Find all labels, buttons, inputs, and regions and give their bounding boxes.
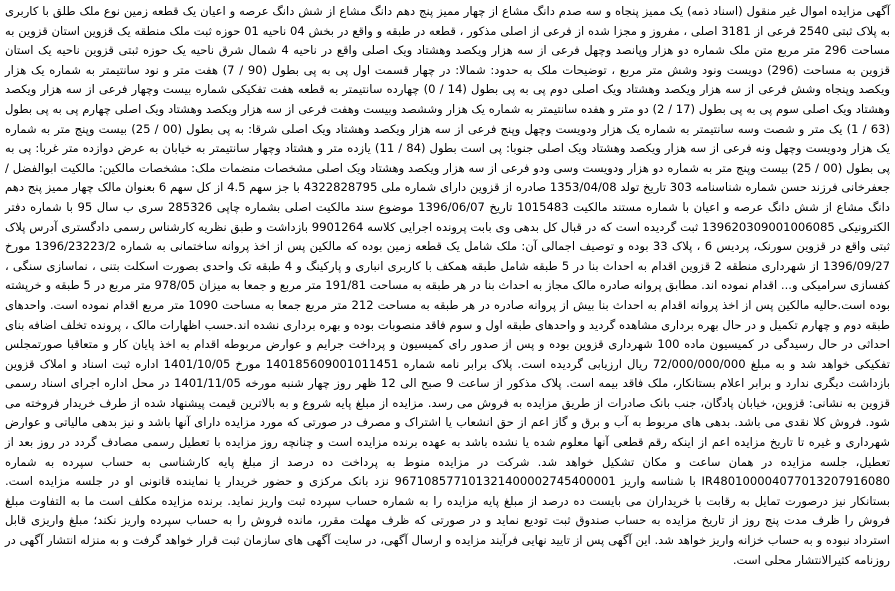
auction-notice-text: آگهی مزایده اموال غیر منقول (اسناد ذمه) یک ممیز پنجاه و سه صدم دانگ مشاع از چهار ممیز پنج دهم دانگ مشاع از شش دانگ عرصه و اعیان یک قطعه زمین نوع ملک طلق با کاربری به پلاک ثبتی 2540 فرعی از 3181 اصلی ، مفروز و مجزا شده از فرعی از اصلی مذکور ، قطعه در طبقه و واقع در بخش 04 ناحیه 01 حوزه ثبت ملک منطقه یک قزوین استان قزوین به مساحت 296 متر مربع متن ملک شماره دو هزار وپانصد وچهل فرعی از سه هزار ویکصد وهشتاد ویک اصلی واقع در ناحیه 4 شمال شرق ناحیه یک حوزه ثبتی قزوین ناحیه یک استان قزوین به مساحت (296) دویست ونود وشش متر مربع ، توضیحات ملک به حدود: شمالا: در چهار قسمت اول پی به پی بطول (90 / 7) هفت متر و نود سانتیمتر به شماره یک هزار ویکصد وپنجاه وشش فرعی از سه هزار ویکصد وهشتاد ویک اصلی دوم پی به پی بطول (14 / 0) چهارده سانتیمتر به قطعه هفت تفکیکی شماره بیست وچهار فرعی از سه هزار ویکصد وهشتاد ویک اصلی سوم پی به پی بطول (17 / 2) دو متر و هفده سانتیمتر به شماره یک هزار وششصد وبیست وهفت فرعی از سه هزار ویکصد وهشتاد ویک اصلی چهارم پی به پی بطول (63 / 1) یک متر و شصت وسه سانتیمتر به شماره یک هزار ودویست وچهل وپنج فرعی از سه هزار ویکصد وهشتاد ویک اصلی شرقا: به پی بطول (00 / 25) بیست وپنج متر به شماره یک هزار ودویست وچهل ونه فرعی از سه هزار ویکصد وهشتاد ویک اصلی جنوبا: پی است بطول (84 / 11) یازده متر و هشتاد وچهار سانتیمتر به خیابان به عرض دوازده متر غربا: پی به پی بطول (00 / 25) بیست وپنج متر به شماره دو هزار ودویست وسی ودو فرعی از سه هزار ویکصد وهشتاد ویک اصلی مشخصات منضمات ملک: مشخصات مالکین: مالکیت ابوالفضل / جعفرخانی فرزند حسن شماره شناسنامه 303 تاریخ تولد 1353/04/08 صادره از قزوین دارای شماره ملی 4322828795 با جز سهم 4.5 از کل سهم 6 بعنوان مالک چهار ممیز پنج دهم دانگ مشاع از شش دانگ عرصه و اعیان با شماره مستند مالکیت 1015483 تاریخ 1396/06/07 موضوع سند مالکیت اصلی بشماره چاپی 285326 سری ب سال 95 با شماره دفتر الکترونیکی 139620309001006085 ثبت گردیده است که در قبال کل بدهی وی بابت پرونده اجرایی کلاسه 9901264 بازداشت و طبق نظریه کارشناس رسمی دادگستری آدرس پلاک ثبتی واقع در قزوین سورنک، پردیس 6 ، پلاک 33 بوده و توصیف اجمالی آن: ملک شامل یک قطعه زمین بوده که مالکین پس از اخذ پروانه ساختمانی به شماره 1396/23223/2 مورخ 1396/09/27 از شهرداری منطقه 2 قزوین اقدام به احداث بنا در 5 طبقه شامل طبقه همکف با کاربری انباری و پارکینگ و 4 طبقه تک واحدی بصورت اسکلت بتنی ، نماسازی سنگی ، کفسازی سرامیکی و... اقدام نموده اند. مطابق پروانه صادره مالک مجاز به احداث بنا در هر طبقه به مساحت 191/81 متر مربع و جمعا به میزان 978/05 متر مربع در 5 طبقه و خرپشته بوده است.حالیه مالکین پس از اخذ پروانه اقدام به احداث بنا بیش از پروانه صادره در هر طبقه به مساحت 212 متر مربع جمعا به مساحت 1090 متر مربع اقدام نموده است. واحدهای طبقه دوم و چهارم تکمیل و در حال بهره برداری مشاهده گردید و واحدهای طبقه اول و سوم فاقد منصوبات بوده و بهره برداری نشده اند.حسب اظهارات مالک ، پرونده تخلف اضافه بنای احداثی در حال رسیدگی در کمیسیون ماده 100 شهرداری قزوین بوده و پس از صدور رای کمیسیون و پرداخت جرایم و عوارض مربوطه اقدام به اخذ پایان کار و متعاقبا صورتمجلس تفکیکی خواهد شد و به مبلغ 72/000/000/000 ریال ارزیابی گردیده است. پلاک برابر نامه شماره 140185609001011451 مورخ 1401/10/05 اداره ثبت اسناد و املاک قزوین بازداشت دیگری ندارد و برابر اعلام بستانکار، ملک فاقد بیمه است. پلاک مذکور از ساعت 9 صبح الی 12 ظهر روز چهار شنبه مورخه 1401/11/05 در محل اداره اجرای اسناد رسمی قزوین به نشانی: قزوین، خیابان پادگان، جنب بانک صادرات از طریق مزایده به فروش می رسد. مزایده از مبلغ پایه شروع و به بالاترین قیمت پیشنهاد شده از طرف خریدار فروخته می شود. فروش کلا نقدی می باشد. بدهی های مربوط به آب و برق و گاز اعم از حق انشعاب یا اشتراک و مصرف در صورتی که مورد مزایده دارای آنها باشد و نیز بدهی مالیاتی و عوارض شهرداری و غیره تا تاریخ مزایده اعم از اینکه رقم قطعی آنها معلوم شده یا نشده باشد به عهده برنده مزایده است و چنانچه روز مزایده با تعطیل رسمی مصادف گردد در روز بعد از تعطیل، جلسه مزایده در همان ساعت و مکان تشکیل خواهد شد. شرکت در مزایده منوط به پرداخت ده درصد از مبلغ پایه کارشناسی به حساب سپرده به شماره IR480100004077013207916080 با شناسه واریز 967108577101321400002745400001 نزد بانک مرکزی و حضور خریدار یا نماینده قانونی او در جلسه مزایده است. بستانکار نیز درصورت تمایل به رقابت با خریداران می بایست ده درصد از مبلغ پایه مزایده را به شماره حساب سپرده ثبت واریز نماید. برنده مزایده مکلف است ما به التفاوت مبلغ فروش را ظرف مدت پنج روز از تاریخ مزایده به حساب صندوق ثبت تودیع نماید و در صورتی که ظرف مهلت مقرر، مانده فروش را به حساب سپرده واریز نکند؛ مبلغ واریزی قابل استرداد نبوده و به حساب خزانه واریز خواهد شد. این آگهی پس از تایید نهایی فرآیند مزایده و ارسال آگهی، در سایت آگهی های سازمان ثبت قرار خواهد گرفت و به منزله انتشار آگهی در روزنامه کثیرالانتشار محلی است. bbox=[5, 4, 891, 567]
